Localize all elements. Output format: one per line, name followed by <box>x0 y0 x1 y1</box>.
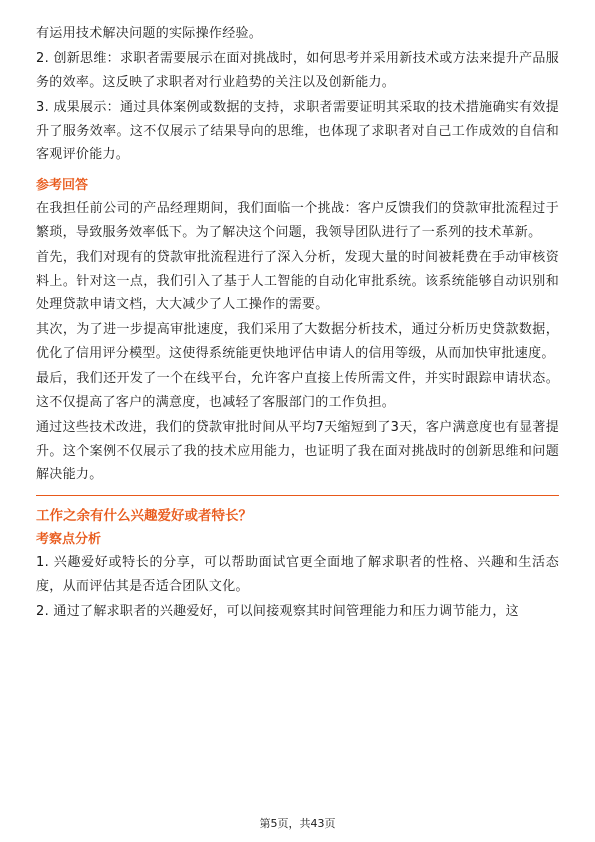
analysis-heading: 考察点分析 <box>36 532 102 548</box>
question-heading: 工作之余有什么兴趣爱好或者特长？ <box>36 508 252 525</box>
reference-paragraph-4: 最后，我们还开发了一个在线平台，允许客户直接上传所需文件，并实时跟踪申请状态。这不仅提高了客户的满意度，也减轻了客服部门的工作负担。 <box>36 371 559 410</box>
reference-paragraph-5: 通过这些技术改进，我们的贷款审批时间从平均7天缩短到了3天，客户满意度也有显著提升。这个案例不仅展示了我的技术应用能力，也证明了我在面对挑战时的创新思维和问题解决能力。 <box>36 420 559 482</box>
interest-analysis-point-1: 1. 兴趣爱好或特长的分享，可以帮助面试官更全面地了解求职者的性格、兴趣和生活态度，从而评估其是否适合团队文化。 <box>36 555 559 594</box>
reference-paragraph-2: 首先，我们对现有的贷款审批流程进行了深入分析，发现大量的时间被耗费在手动审核资料上。针对这一点，我们引入了基于人工智能的自动化审批系统。该系统能够自动识别和处理贷款申请文档，大大减少了人工操作的需要。 <box>36 250 559 313</box>
analysis-point-3: 3. 成果展示：通过具体案例或数据的支持，求职者需要证明其采取的技术措施确实有效提升了服务效率。这不仅展示了结果导向的思维，也体现了求职者对自己工作成效的自信和客观评价能力。 <box>36 100 559 163</box>
analysis-point-2: 2. 创新思维：求职者需要展示在面对挑战时，如何思考并采用新技术或方法来提升产品服务的效率。这反映了求职者对行业趋势的关注以及创新能力。 <box>36 51 559 90</box>
page-content <box>36 22 559 624</box>
page-number: 第5页，共43页 <box>259 817 336 830</box>
section-divider <box>36 495 559 496</box>
intro-tail: 有运用技术解决问题的实际操作经验。 <box>36 26 263 41</box>
reference-paragraph-1: 在我担任前公司的产品经理期间，我们面临一个挑战：客户反馈我们的贷款审批流程过于繁琐，导致服务效率低下。为了解决这个问题，我领导团队进行了一系列的技术革新。 <box>36 201 559 240</box>
reference-paragraph-3: 其次，为了进一步提高审批速度，我们采用了大数据分析技术，通过分析历史贷款数据，优化了信用评分模型。这使得系统能更快地评估申请人的信用等级，从而加快审批速度。 <box>36 322 559 361</box>
reference-answer-heading: 参考回答 <box>36 178 89 194</box>
interest-analysis-point-2: 2. 通过了解求职者的兴趣爱好，可以间接观察其时间管理能力和压力调节能力，这 <box>36 604 519 620</box>
